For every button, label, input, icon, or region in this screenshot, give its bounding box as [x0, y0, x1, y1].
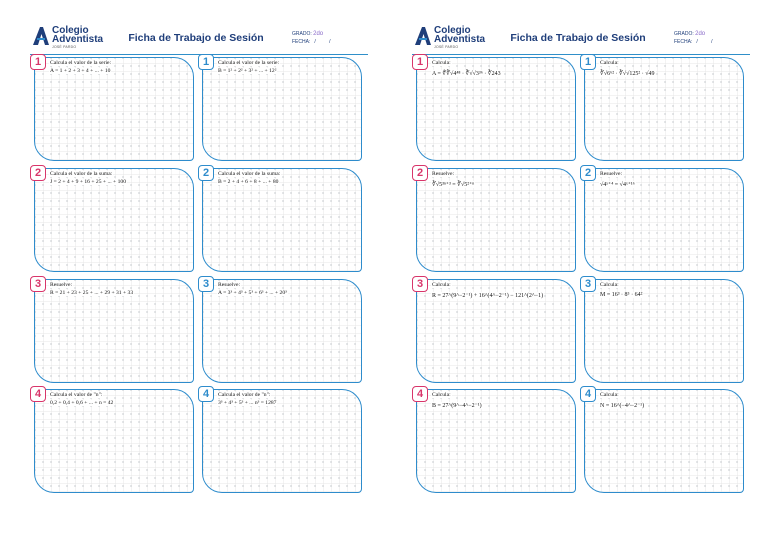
exercise-number: 3	[30, 276, 46, 292]
exercise-prompt: Calcula el valor de la serie:	[50, 60, 112, 66]
exercise-number: 4	[412, 386, 428, 402]
exercise-card	[416, 389, 576, 493]
exercise-expression: R = 21 + 23 + 25 + ... + 29 + 31 + 33	[50, 290, 134, 296]
exercise-card	[584, 57, 744, 161]
exercise-number: 3	[412, 276, 428, 292]
date-value: / /	[696, 39, 719, 45]
logo-text-line1: Colegio	[434, 25, 471, 36]
exercise-prompt: Calcula:	[432, 282, 451, 288]
grade-value: 2do	[695, 31, 706, 37]
exercise-card	[34, 279, 194, 383]
page-title: Ficha de Trabajo de Sesión	[128, 32, 264, 44]
logo-text-line1: Colegio	[52, 25, 89, 36]
exercise-expression: 0,2 + 0,4 + 0,6 + ... + n = 42	[50, 400, 114, 406]
exercise-prompt: Calcula el valor de "n":	[218, 392, 271, 398]
exercise-number: 1	[30, 54, 46, 70]
exercise-card	[584, 389, 744, 493]
grade-date-block	[292, 30, 337, 46]
exercise-expression: A = 3³ + 4³ + 5³ + 6³ + ... + 20³	[218, 290, 287, 296]
exercise-prompt: Resuelve:	[218, 282, 241, 288]
exercise-number: 2	[198, 165, 214, 181]
exercise-number: 2	[30, 165, 46, 181]
exercise-expression: 3³ + 4³ + 5³ + ... n³ = 1287	[218, 400, 277, 406]
exercise-expression: B = 1² + 2² + 3² + ... + 12²	[218, 68, 277, 74]
exercise-number: 4	[30, 386, 46, 402]
exercise-prompt: Calcula:	[432, 60, 451, 66]
exercise-expression: R = 27^(9^−2⁻¹) + 16^(4^−2⁻¹) − 121^(2^−1)	[432, 293, 544, 299]
exercise-card	[416, 279, 576, 383]
grade-label: GRADO:	[674, 31, 694, 37]
exercise-expression: ∛√6⁶² · ∛√√125² · √49	[600, 71, 655, 77]
exercise-prompt: Calcula el valor de "n":	[50, 392, 103, 398]
logo-text-line2: Adventista	[52, 34, 104, 45]
exercise-expression: A = 1 + 2 + 3 + 4 + ... + 10	[50, 68, 111, 74]
exercise-card	[202, 168, 362, 272]
exercise-number: 1	[412, 54, 428, 70]
logo-a-icon	[414, 26, 432, 46]
grade-label: GRADO:	[292, 31, 312, 37]
exercise-prompt: Calcula el valor de la serie:	[218, 60, 280, 66]
exercise-expression: √4ˣ⁺⁴ = √4ˣ⁺¹⁶	[600, 182, 635, 188]
exercise-card	[34, 57, 194, 161]
exercise-card	[34, 389, 194, 493]
exercise-card	[416, 168, 576, 272]
exercise-expression: ∛√5³ⁿ⁺³ = ∛√5²⁺ⁿ	[432, 182, 475, 188]
school-logo	[32, 25, 122, 51]
exercise-card	[202, 389, 362, 493]
exercise-number: 2	[412, 165, 428, 181]
worksheet-page-2	[412, 22, 750, 502]
exercise-prompt: Calcula:	[600, 60, 619, 66]
logo-text-line3: JOSÉ PARDO	[434, 45, 459, 49]
exercise-number: 4	[580, 386, 596, 402]
exercise-card	[584, 279, 744, 383]
exercise-number: 1	[580, 54, 596, 70]
grade-date-block	[674, 30, 719, 46]
page-title: Ficha de Trabajo de Sesión	[510, 32, 646, 44]
worksheet-page-1	[30, 22, 368, 502]
exercise-card	[34, 168, 194, 272]
exercise-prompt: Resuelve:	[432, 171, 455, 177]
exercise-card	[202, 57, 362, 161]
exercise-number: 4	[198, 386, 214, 402]
exercise-prompt: Calcula:	[600, 282, 619, 288]
exercise-prompt: Calcula:	[432, 392, 451, 398]
exercise-expression: N = 16^(−4^−2⁻¹)	[600, 403, 645, 409]
grade-value: 2do	[313, 31, 324, 37]
date-label: FECHA:	[292, 39, 311, 45]
date-label: FECHA:	[674, 39, 693, 45]
exercise-number: 3	[198, 276, 214, 292]
exercise-prompt: Calcula el valor de la suma:	[50, 171, 113, 177]
exercise-number: 2	[580, 165, 596, 181]
logo-text-line2: Adventista	[434, 34, 486, 45]
exercise-expression: B = 2 + 4 + 6 + 8 + ... + 80	[218, 179, 279, 185]
logo-a-icon	[32, 26, 50, 46]
exercise-card	[416, 57, 576, 161]
school-logo	[414, 25, 504, 51]
exercise-prompt: Calcula:	[600, 392, 619, 398]
exercise-expression: A = ∜∛√4⁴⁸ · ∛√√3³⁶ · ∛243	[432, 71, 501, 77]
exercise-expression: M = 16³ · 8⁵ · 64²	[600, 292, 643, 298]
worksheet-header	[30, 22, 368, 55]
exercise-number: 3	[580, 276, 596, 292]
exercise-number: 1	[198, 54, 214, 70]
exercise-card	[584, 168, 744, 272]
exercise-card	[202, 279, 362, 383]
exercise-prompt: Calcula el valor de la suma:	[218, 171, 281, 177]
exercise-expression: J = 2 + 4 + 9 + 16 + 25 + ... + 100	[50, 179, 127, 185]
logo-text-line3: JOSÉ PARDO	[52, 45, 77, 49]
worksheet-header	[412, 22, 750, 55]
exercise-prompt: Resuelve:	[50, 282, 73, 288]
date-value: / /	[314, 39, 337, 45]
exercise-prompt: Resuelve:	[600, 171, 623, 177]
exercise-expression: B = 27^(9^−4^−2⁻¹)	[432, 403, 482, 409]
